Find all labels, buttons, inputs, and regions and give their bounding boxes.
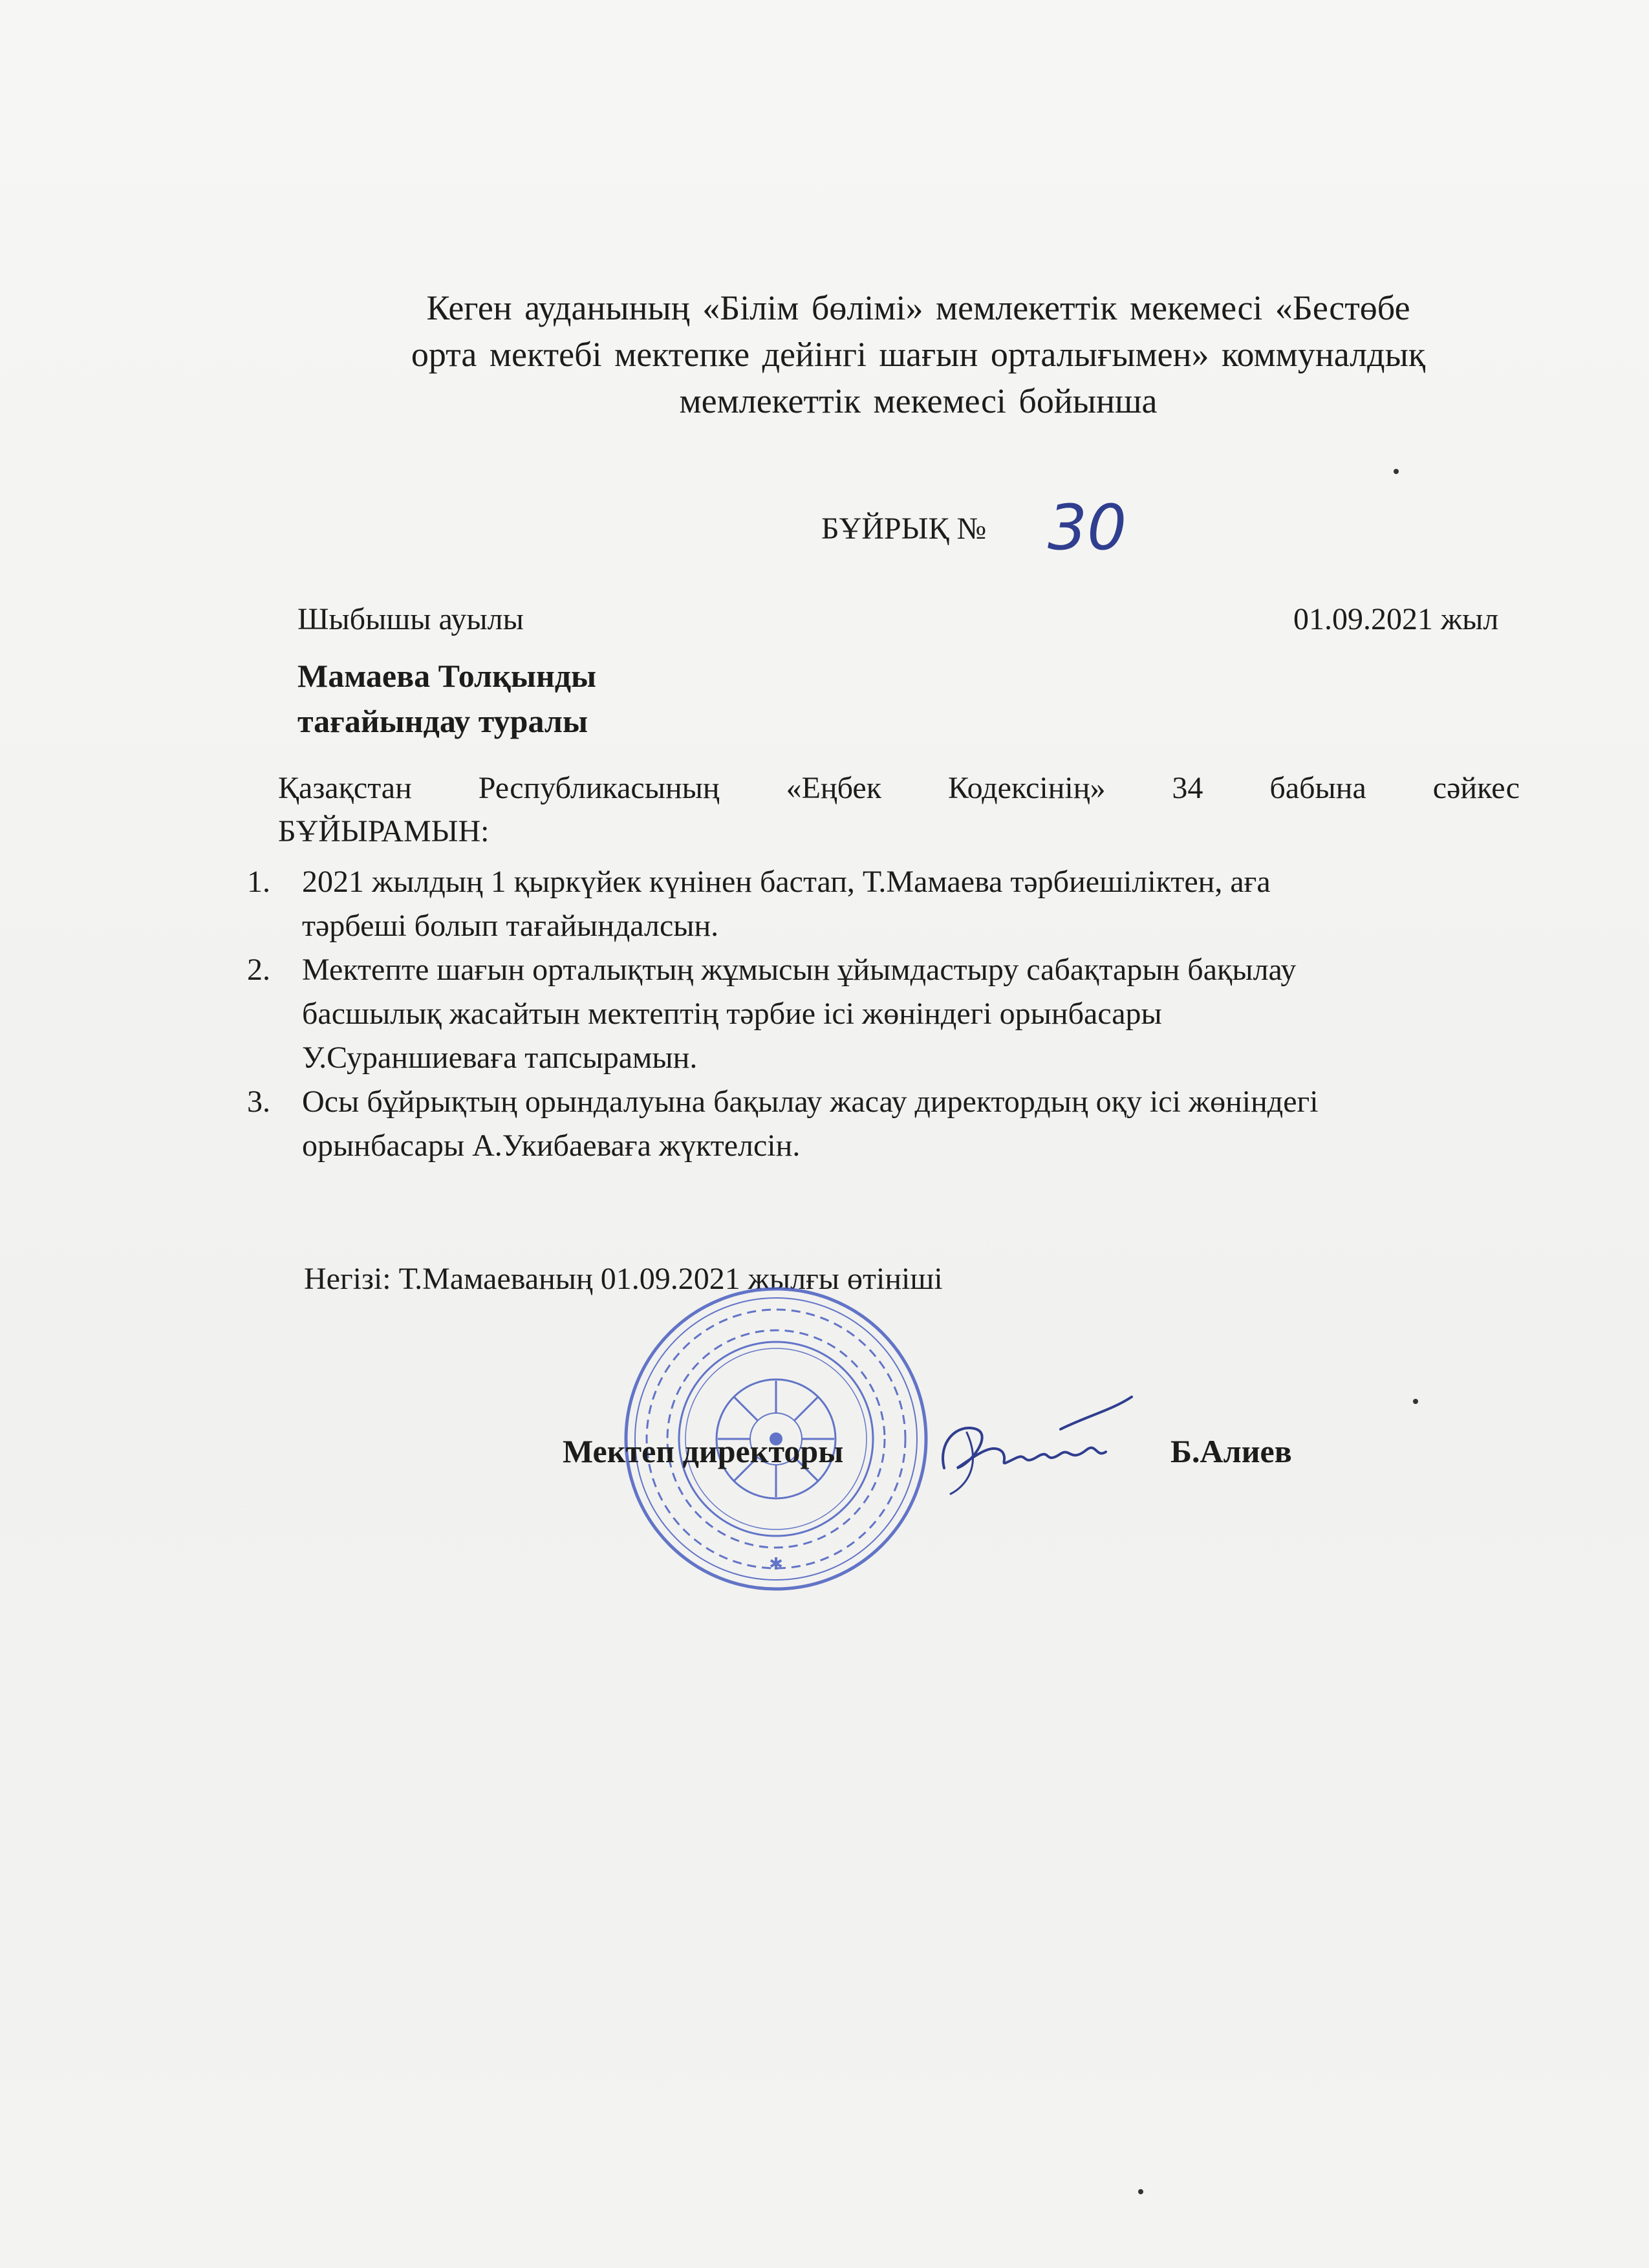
speck (1138, 2189, 1143, 2194)
legal-basis-intro: Қазақстан Республикасының «Еңбек Кодексінің» 34 бабына сәйкес (278, 771, 1520, 805)
order-date: 01.09.2021 жыл (1293, 602, 1499, 636)
header-line-2: орта мектебі мектепке дейінгі шағын орталығымен» коммуналдық (411, 335, 1426, 374)
list-item-number: 1. (247, 865, 270, 899)
order-place: Шыбышы ауылы (297, 602, 524, 636)
list-item (247, 948, 1540, 1080)
list-item-text: 2021 жылдың 1 қыркүйек күнінен бастап, Т.Мамаева тәрбиешіліктен, аға (302, 865, 1271, 899)
list-item (247, 1080, 1540, 1168)
list-item-text: Мектепте шағын орталықтың жұмысын ұйымдастыру сабақтарын бақылау (302, 953, 1297, 987)
order-items-list (247, 860, 1540, 1168)
list-item-text: тәрбеші болып тағайындалсын. (302, 909, 719, 943)
subject-line-2: тағайындау туралы (297, 703, 588, 739)
handwritten-signature-icon (931, 1390, 1138, 1500)
order-basis: Негізі: Т.Мамаеваның 01.09.2021 жылғы өтініші (304, 1262, 943, 1296)
list-item-text: басшылық жасайтын мектептің тәрбие ісі жөніндегі орынбасары (302, 997, 1162, 1031)
svg-text:✱: ✱ (769, 1555, 783, 1574)
header-line-3: мемлекеттік мекемесі бойынша (679, 382, 1158, 420)
institution-header (304, 285, 1533, 424)
header-line-1: Кеген ауданының «Білім бөлімі» мемлекеттік мекемесі «Бестөбе (426, 288, 1410, 327)
list-item-text: орынбасары А.Укибаеваға жүктелсін. (302, 1129, 801, 1163)
director-name: Б.Алиев (1170, 1433, 1292, 1469)
subject-line-1: Мамаева Толқынды (297, 658, 597, 694)
list-item-text: Осы бұйрықтың орындалуына бақылау жасау директордың оқу ісі жөніндегі (302, 1085, 1319, 1119)
order-title: БҰЙРЫҚ № (821, 512, 987, 546)
list-item (247, 860, 1540, 948)
list-item-number: 2. (247, 953, 270, 987)
order-number-handwritten: 30 (1048, 491, 1127, 564)
list-item-number: 3. (247, 1085, 270, 1119)
list-item-text: У.Сураншиеваға тапсырамын. (302, 1041, 698, 1075)
order-subject (297, 653, 596, 744)
speck (1413, 1399, 1418, 1404)
order-command: БҰЙЫРАМЫН: (278, 814, 490, 848)
speck (1394, 469, 1399, 474)
director-title: Мектеп директоры (563, 1433, 844, 1469)
